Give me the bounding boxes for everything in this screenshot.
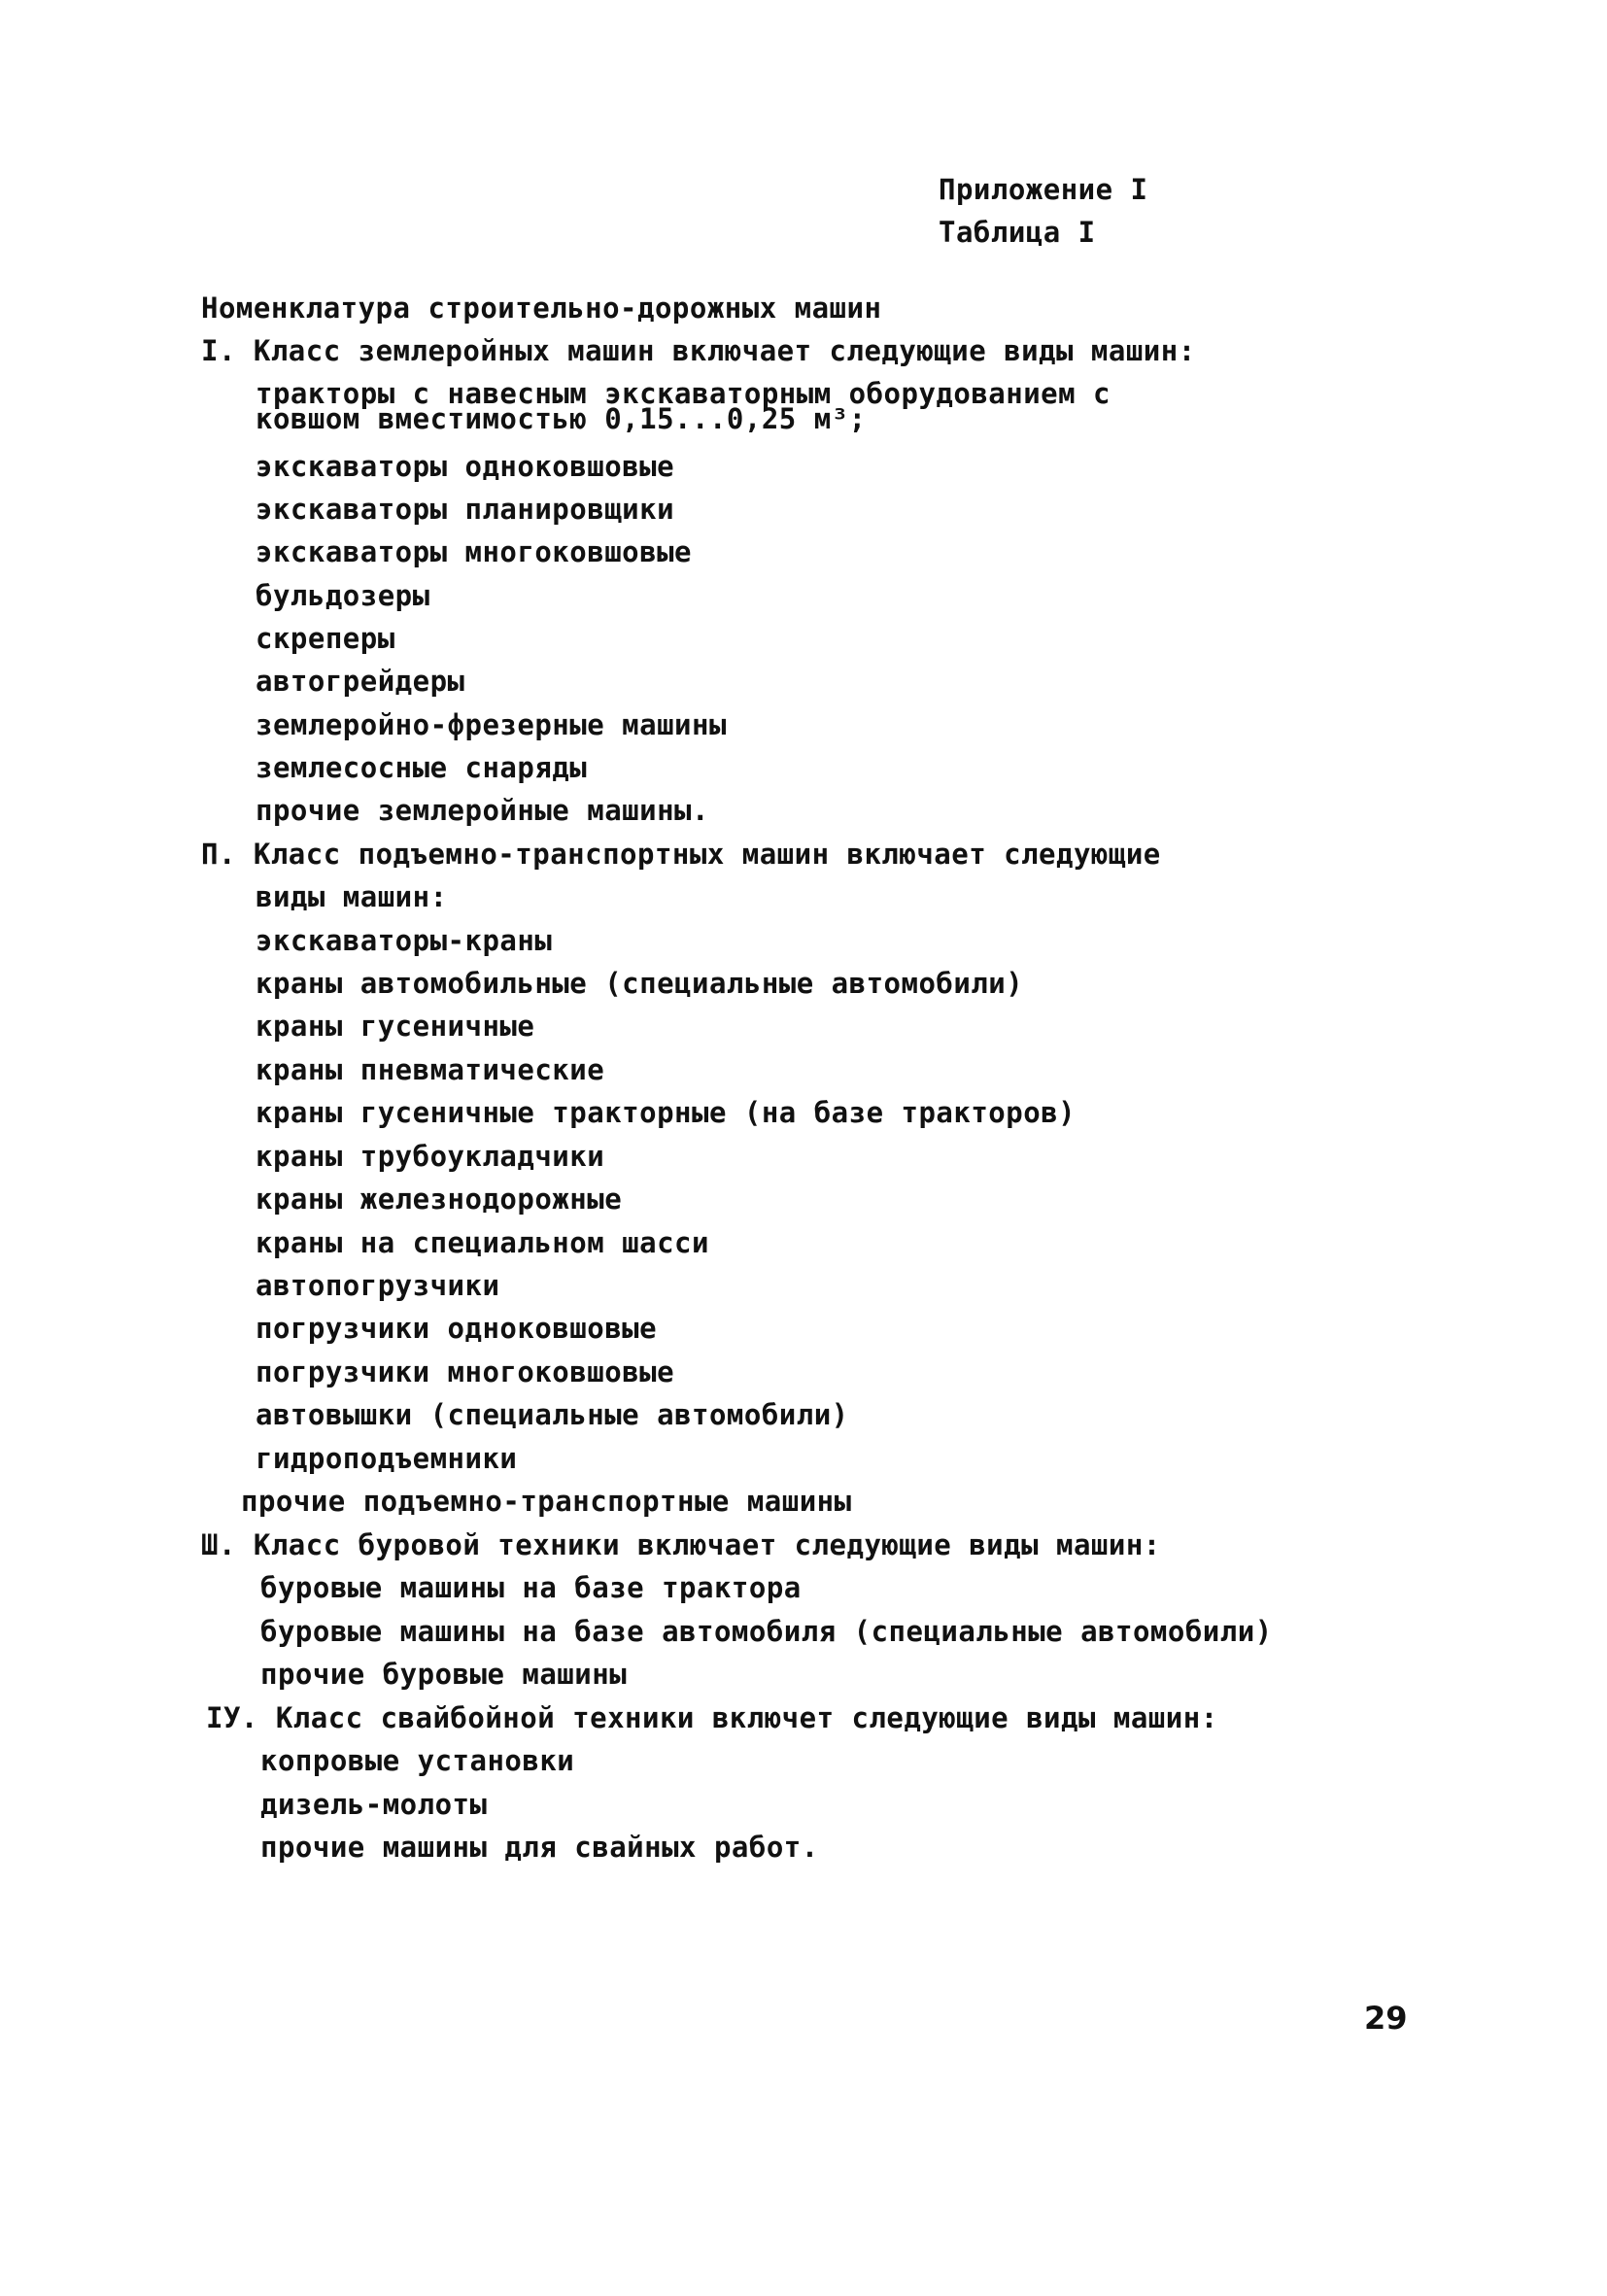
- list-item: дизель-молоты: [260, 1788, 488, 1821]
- list-item: гидроподъемники: [256, 1442, 518, 1475]
- list-item: буровые машины на базе автомобиля (специальные автомобили): [260, 1615, 1273, 1648]
- list-item: тракторы с навесным экскаваторным оборудованием с: [256, 377, 1111, 410]
- list-item: экскаваторы планировщики: [256, 493, 675, 526]
- list-item: прочие землеройные машины.: [256, 794, 709, 827]
- class-4-heading: ІУ. Класс свайбойной техники включет следующие виды машин:: [206, 1701, 1218, 1734]
- list-item: экскаваторы многоковшовые: [256, 535, 692, 568]
- document-title: Номенклатура строительно-дорожных машин: [201, 291, 882, 325]
- list-item: экскаваторы одноковшовые: [256, 450, 675, 483]
- list-item: землесосные снаряды: [256, 751, 588, 784]
- list-item: экскаваторы-краны: [256, 924, 553, 957]
- list-item: прочие подъемно-транспортные машины: [241, 1485, 852, 1518]
- list-item: копровые установки: [260, 1744, 575, 1777]
- class-2-heading: П. Класс подъемно-транспортных машин включает следующие: [201, 838, 1161, 871]
- class-3-heading: Ш. Класс буровой техники включает следующие виды машин:: [201, 1528, 1161, 1561]
- list-item: краны трубоукладчики: [256, 1140, 605, 1173]
- list-item: прочие машины для свайных работ.: [260, 1831, 819, 1864]
- list-item: краны железнодорожные: [256, 1182, 623, 1216]
- list-item: буровые машины на базе трактора: [260, 1571, 802, 1604]
- list-item: краны гусеничные: [256, 1010, 535, 1043]
- list-item: ковшом вместимостью 0,15...0,25 м³;: [256, 402, 867, 435]
- list-item: погрузчики многоковшовые: [256, 1355, 675, 1388]
- class-1-heading: I. Класс землеройных машин включает следующие виды машин:: [201, 334, 1196, 367]
- list-item: скреперы: [256, 622, 395, 655]
- list-item: краны пневматические: [256, 1053, 605, 1086]
- list-item: бульдозеры: [256, 579, 430, 612]
- list-item: погрузчики одноковшовые: [256, 1312, 658, 1345]
- appendix-label: Приложение I: [939, 173, 1148, 206]
- page-number: 29: [1364, 2000, 1408, 2037]
- list-item: прочие буровые машины: [260, 1658, 628, 1691]
- list-item: автопогрузчики: [256, 1269, 500, 1302]
- list-item: краны автомобильные (специальные автомобили): [256, 967, 1024, 1000]
- list-item: краны гусеничные тракторные (на базе тракторов): [256, 1096, 1077, 1129]
- table-label: Таблица I: [939, 216, 1096, 249]
- list-item: землеройно-фрезерные машины: [256, 708, 727, 741]
- class-2-heading-cont: виды машин:: [256, 880, 448, 913]
- list-item: краны на специальном шасси: [256, 1226, 709, 1259]
- list-item: автовышки (специальные автомобили): [256, 1398, 849, 1431]
- list-item: автогрейдеры: [256, 665, 465, 698]
